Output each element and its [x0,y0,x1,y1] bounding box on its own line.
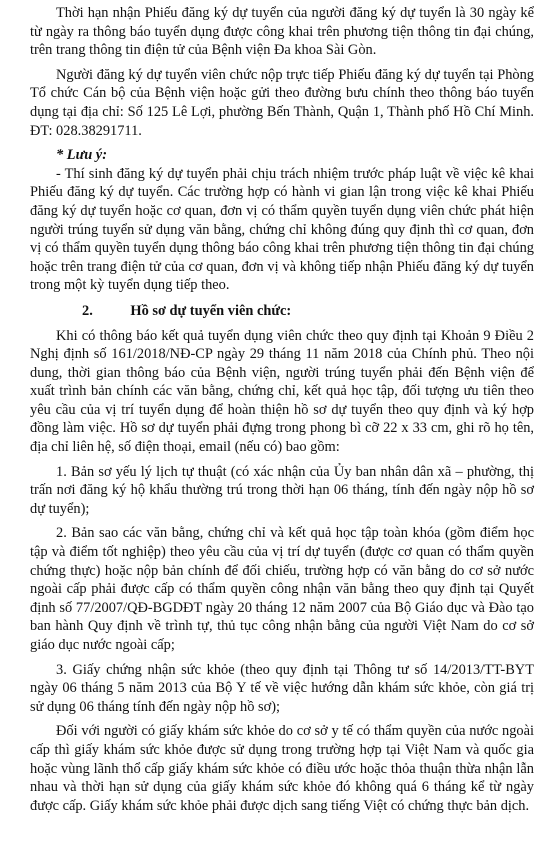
note-label: * Lưu ý: [56,147,107,164]
paragraph-application-deadline: Thời hạn nhận Phiếu đăng ký dự tuyển của người đăng ký dự tuyển là 30 ngày kể từ ngày ra thông báo tuyển dụng được công khai trên phương tiện thông tin đại chúng, trên trang thông tin điện tử của Bệnh viện Đa khoa Sài Gòn. [30,5,534,59]
paragraph-submission-address: Người đăng ký dự tuyển viên chức nộp trực tiếp Phiếu đăng ký dự tuyển tại Phòng Tổ chức Cán bộ của Bệnh viện hoặc gửi theo đường bưu chính theo thông báo tuyển dụng tại địa chỉ: Số 125 Lê Lợi, phường Bến Thành, Quận 1, Thành phố Hồ Chí Minh. ĐT: 028.38291711. [30,66,534,139]
section-heading-number: 2. [82,302,93,319]
list-item-health-certificate: 3. Giấy chứng nhận sức khỏe (theo quy định tại Thông tư số 14/2013/TT-BYT ngày 06 tháng 5 năm 2013 của Bộ Y tế về việc hướng dẫn khám sức khỏe, còn giá trị sử dụng 06 tháng tính đến ngày nộp hồ sơ); [30,661,534,715]
list-item-diplomas: 2. Bản sao các văn bằng, chứng chỉ và kết quả học tập toàn khóa (gồm điểm học tập và điểm tốt nghiệp) theo yêu cầu của vị trí dự tuyển (được cơ quan có thẩm quyền chứng thực) hoặc nộp bản chính để đối chiếu, trường hợp có văn bằng do cơ sở nước ngoài cấp phải được cấp có thẩm quyền công nhận văn bằng theo quy định tại Quyết định số 77/2007/QĐ-BGDĐT ngày 20 tháng 12 năm 2007 của Bộ Giáo dục và Đào tạo ban hành Quy định về trình tự, thủ tục công nhận bằng của người Việt Nam do cơ sở giáo dục nước ngoài cấp; [30,525,534,653]
section-heading-text: Hồ sơ dự tuyển viên chức: [130,302,292,319]
section-heading [30,302,534,321]
paragraph-dossier-intro: Khi có thông báo kết quả tuyển dụng viên chức theo quy định tại Khoản 9 Điều 2 Nghị định số 161/2018/NĐ-CP ngày 29 tháng 11 năm 2018 của Chính phủ. Theo nội dung, thời gian thông báo của Bệnh viện, người trúng tuyển phải đến Bệnh viện để xuất trình bản chính các văn bằng, chứng chỉ, kết quả học tập, đối tượng ưu tiên theo yêu cầu của vị trí tuyển dụng để hoàn thiện hồ sơ dự tuyển theo quy định và ký hợp đồng làm việc. Hồ sơ dự tuyển phải đựng trong phong bì cỡ 22 x 33 cm, ghi rõ họ tên, địa chỉ liên hệ, số điện thoại, email (nếu có) bao gồm: [30,327,534,456]
note-text: - Thí sinh đăng ký dự tuyển phải chịu trách nhiệm trước pháp luật về việc kê khai Phiếu đăng ký dự tuyển. Các trường hợp có hành vi gian lận trong việc kê khai Phiếu đăng ký dự tuyển hoặc cơ quan, đơn vị có thẩm quyền tuyển dụng viên chức phát hiện người trúng tuyển sử dụng văn bằng, chứng chỉ không đúng quy định thì cơ quan, đơn vị có thẩm quyền tuyển dụng thông báo công khai trên phương tiện thông tin đại chúng hoặc trên trang điện tử của cơ quan, đơn vị và không tiếp nhận Phiếu đăng ký dự tuyển trong một kỳ tuyển dụng tiếp theo. [30,165,534,294]
paragraph-foreign-health-certificate: Đối với người có giấy khám sức khỏe do cơ sở y tế có thẩm quyền của nước ngoài cấp thì giấy khám sức khỏe được sử dụng trong trường hợp tại Việt Nam và quốc gia hoặc vùng lãnh thổ cấp giấy khám sức khỏe có điều ước hoặc thỏa thuận thừa nhận lẫn nhau và thời hạn sử dụng của giấy khám sức khỏe đó không quá 6 tháng kể từ ngày được cấp. Giấy khám sức khỏe phải được dịch sang tiếng Việt có chứng thực bản dịch. [30,723,534,814]
list-item-curriculum-vitae: 1. Bản sơ yếu lý lịch tự thuật (có xác nhận của Ủy ban nhân dân xã – phường, thị trấn nơi đăng ký hộ khẩu thường trú trong thời hạn 06 tháng, tính đến ngày nộp hồ sơ dự tuyển); [30,463,534,517]
